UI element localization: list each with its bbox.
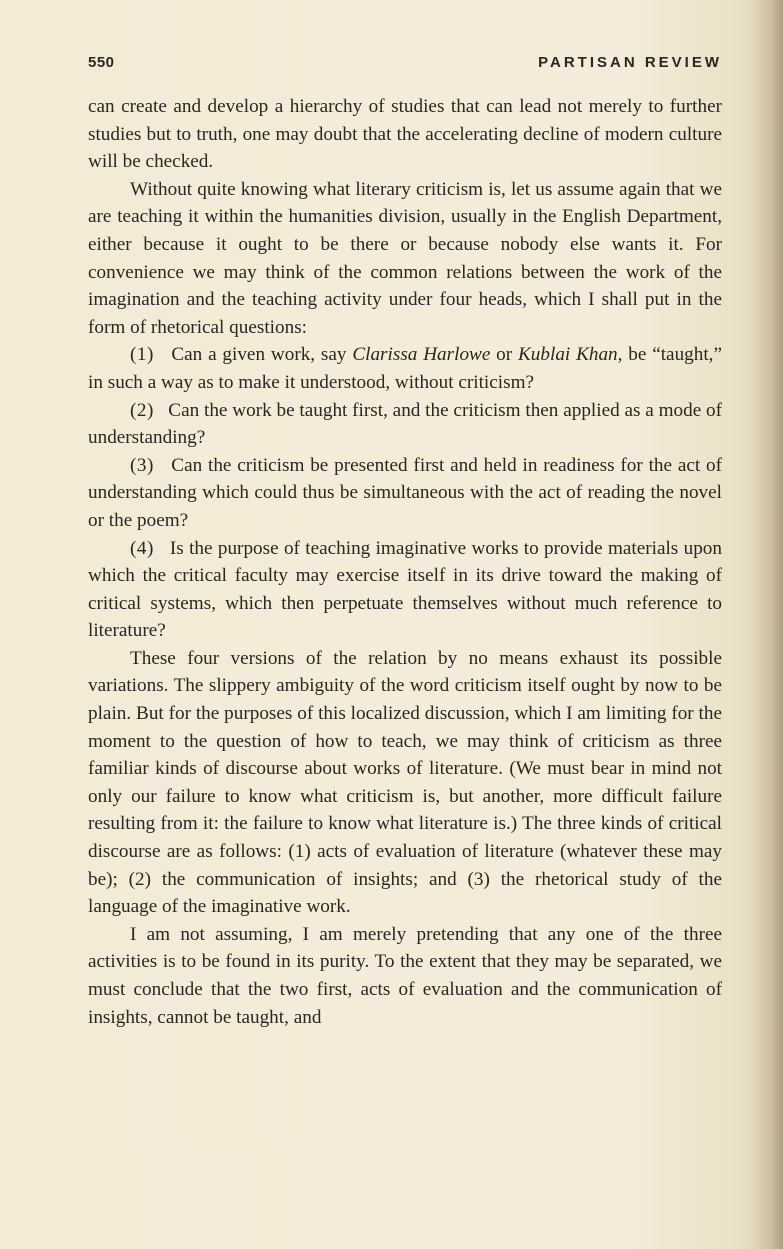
question-text: Is the purpose of teaching imaginative works to provide materials upon which the critical faculty may exercise itself in its drive toward the making of critical systems, which then perpetuate themselves without much reference to literature? [88, 537, 722, 642]
running-head: PARTISAN REVIEW [538, 54, 722, 71]
question-3 [88, 452, 722, 535]
question-1 [88, 341, 722, 396]
question-text: Can a given work, say [171, 344, 353, 366]
question-number: (3) [130, 454, 154, 476]
question-2 [88, 397, 722, 452]
work-title: Kublai Khan, [518, 344, 623, 366]
question-number: (4) [130, 537, 154, 559]
work-title: Clarissa Harlowe [352, 344, 491, 366]
body-text [88, 93, 722, 1031]
paragraph: Without quite knowing what literary criticism is, let us assume again that we are teaching it within the humanities division, usually in the English Department, either because it ought to be there or because nobody else wants it. For convenience we may think of the common relations between the work of the imagination and the teaching activity under four heads, which I shall put in the form of rhetorical questions: [88, 178, 722, 338]
book-spine-shadow [753, 0, 783, 1249]
paragraph-continuation: can create and develop a hierarchy of studies that can lead not merely to further studies but to truth, one may doubt that the accelerating decline of modern culture will be checked. [88, 96, 722, 173]
question-text: Can the work be taught first, and the criticism then applied as a mode of understanding? [88, 399, 723, 449]
question-number: (2) [130, 399, 154, 421]
question-number: (1) [130, 344, 154, 366]
question-4 [88, 535, 722, 645]
question-text: or [490, 344, 518, 366]
question-text: be “taught,” in such a way as to make it understood, without criticism? [88, 344, 722, 393]
paragraph: These four versions of the relation by no means exhaust its possible variations. The slippery ambiguity of the word criticism itself ought by now to be plain. But for the purposes of this localized discussion, which I am limiting for the moment to the question of how to teach, we may think of criticism as three familiar kinds of discourse about works of literature. (We must bear in mind not only our failure to know what criticism is, but another, more difficult failure resulting from it: the failure to know what literature is.) The three kinds of critical discourse are as follows: (1) acts of evaluation of literature (whatever these may be); (2) the communication of insights; and (3) the rhetorical study of the language of the imaginative work. [88, 647, 722, 918]
page-number: 550 [88, 54, 115, 71]
question-text: Can the criticism be presented first and held in readiness for the act of understanding which could thus be simultaneous with the act of reading the novel or the poem? [88, 454, 722, 531]
paragraph: I am not assuming, I am merely pretending that any one of the three activities is to be found in its purity. To the extent that they may be separated, we must conclude that the two first, acts of evaluation and the communication of insights, cannot be taught, and [88, 923, 722, 1028]
page-header [88, 54, 722, 78]
